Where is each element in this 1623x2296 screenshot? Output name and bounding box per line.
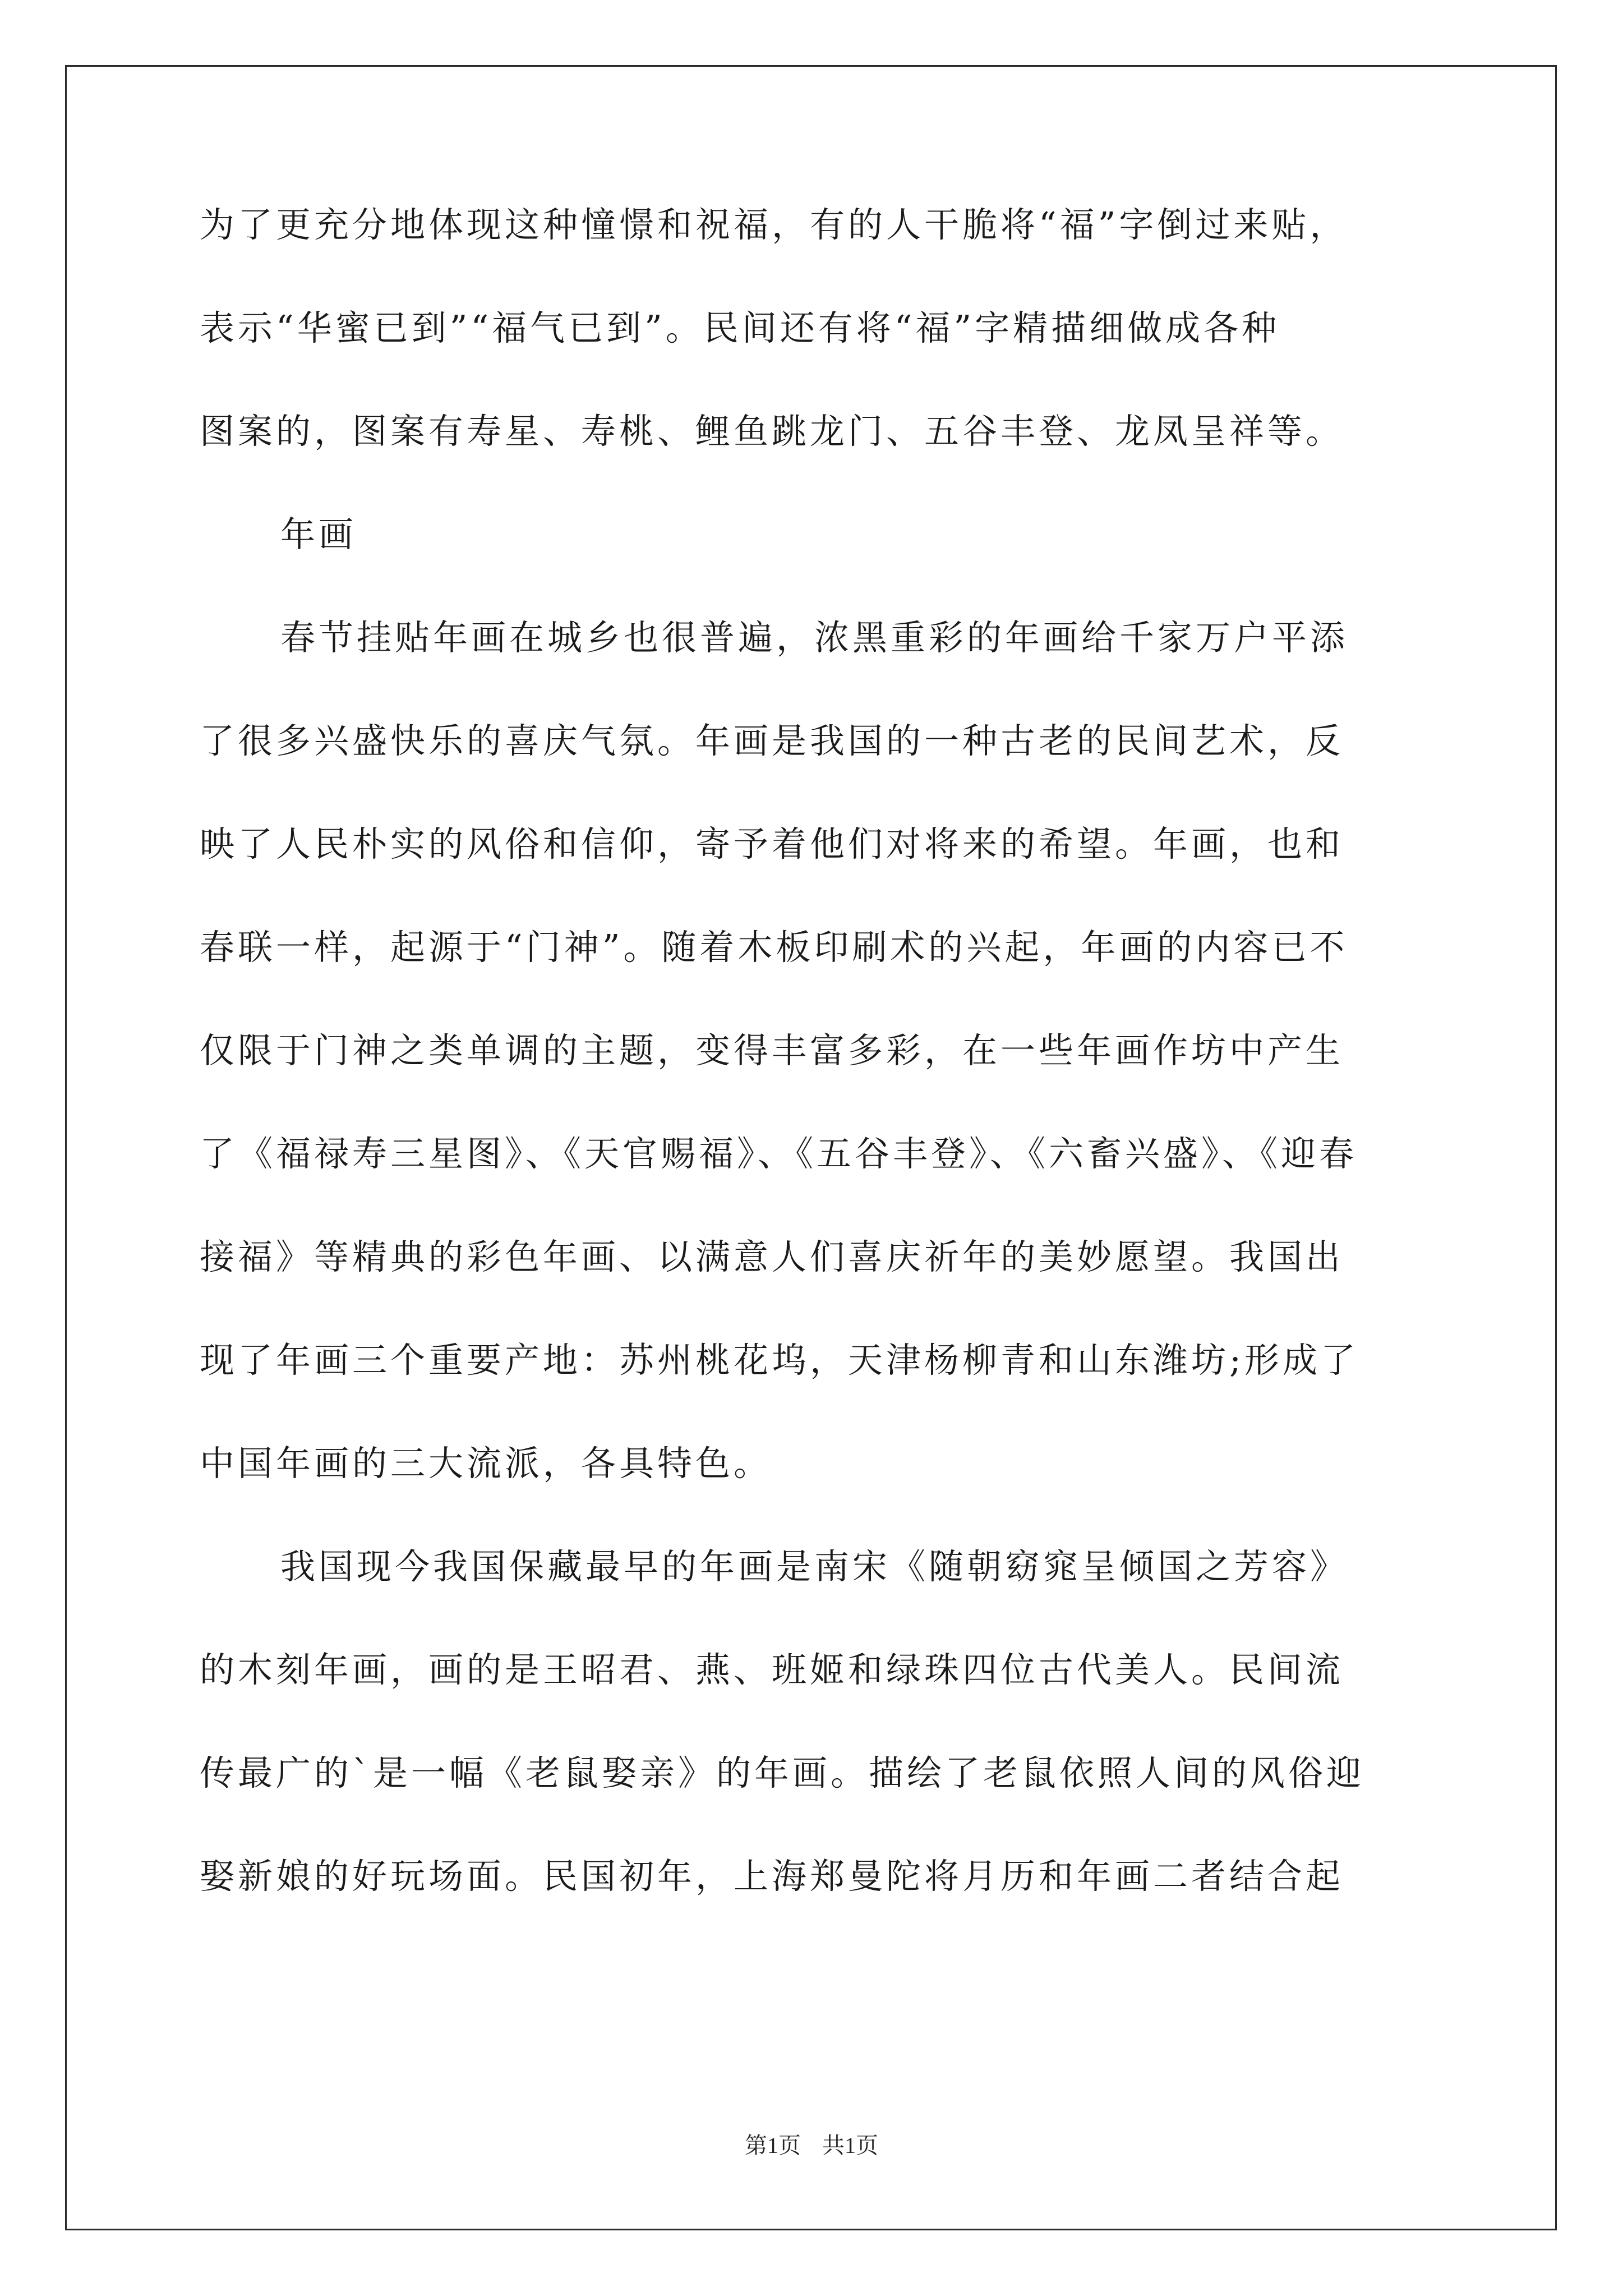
text-line: 表示“华蜜已到”“福气已到”。民间还有将“福”字精描细做成各种: [200, 307, 1280, 348]
page-footer: [0, 2128, 1623, 2160]
text-line: 春节挂贴年画在城乡也很普遍，浓黑重彩的年画给千家万户平添: [280, 617, 1349, 658]
text-line: 娶新娘的好玩场面。民国初年，上海郑曼陀将月历和年画二者结合起: [200, 1856, 1344, 1897]
text-line: 传最广的`是一幅《老鼠娶亲》的年画。描绘了老鼠依照人间的风俗迎: [200, 1752, 1365, 1793]
text-line: 中国年画的三大流派，各具特色。: [200, 1443, 772, 1484]
document-body: [200, 204, 1422, 1962]
text-line: 的木刻年画，画的是王昭君、燕、班姬和绿珠四位古代美人。民间流: [200, 1649, 1344, 1690]
text-line: 映了人民朴实的风俗和信仰，寄予着他们对将来的希望。年画，也和: [200, 823, 1344, 864]
text-line: 为了更充分地体现这种憧憬和祝福，有的人干脆将“福”字倒过来贴，: [200, 204, 1348, 245]
page-total: 共1页: [822, 2133, 878, 2158]
text-line: 春联一样，起源于“门神”。随着木板印刷术的兴起，年画的内容已不: [200, 927, 1348, 968]
section-heading: 年画: [280, 514, 357, 555]
text-line: 了很多兴盛快乐的喜庆气氛。年画是我国的一种古老的民间艺术，反: [200, 720, 1344, 761]
page-number: 第1页: [745, 2133, 801, 2158]
text-line: 我国现今我国保藏最早的年画是南宋《随朝窈窕呈倾国之芳容》: [280, 1546, 1349, 1587]
text-line: 仅限于门神之类单调的主题，变得丰富多彩，在一些年画作坊中产生: [200, 1030, 1344, 1071]
text-line: 接福》等精典的彩色年画、以满意人们喜庆祈年的美妙愿望。我国出: [200, 1236, 1344, 1277]
text-line: 现了年画三个重要产地：苏州桃花坞，天津杨柳青和山东潍坊;形成了: [200, 1340, 1359, 1381]
text-line: 了《福禄寿三星图》、《天官赐福》、《五谷丰登》、《六畜兴盛》、《迎春: [200, 1133, 1358, 1174]
text-line: 图案的，图案有寿星、寿桃、鲤鱼跳龙门、五谷丰登、龙凤呈祥等。: [200, 411, 1344, 452]
